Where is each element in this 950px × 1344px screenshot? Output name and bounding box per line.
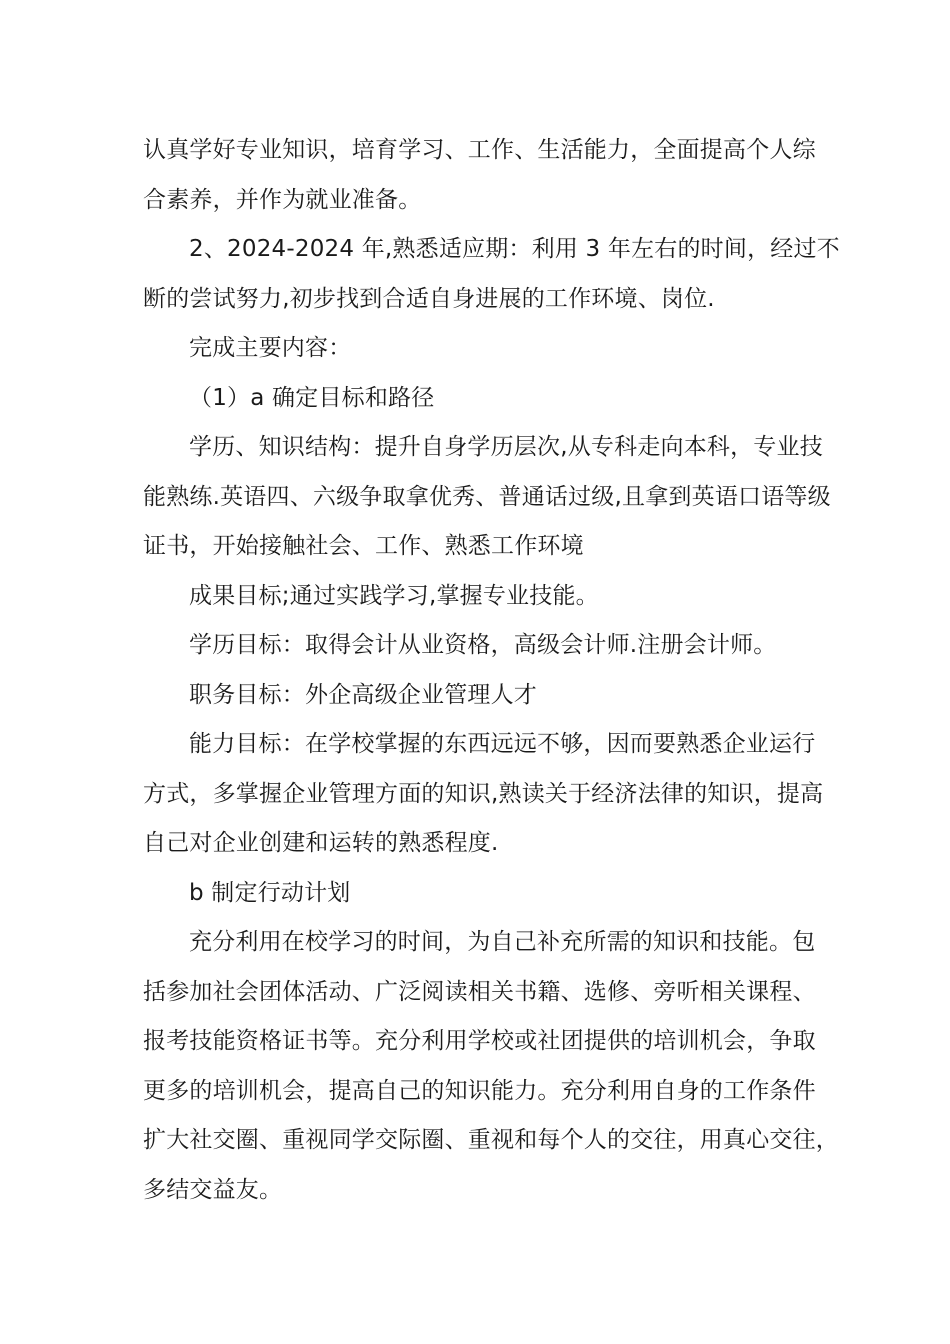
paragraph-ability-goal xyxy=(143,720,824,869)
text-line: 报考技能资格证书等。充分利用学校或社团提供的培训机会，争取 xyxy=(143,1028,816,1054)
text-line: b 制定行动计划 xyxy=(189,879,351,906)
text-line: 括参加社会团体活动、广泛阅读相关书籍、选修、旁听相关课程、 xyxy=(143,978,816,1005)
text-line: 更多的培训机会，提高自己的知识能力。充分利用自身的工作条件 xyxy=(143,1077,816,1104)
paragraph-position-goal xyxy=(143,671,809,721)
text-line: 2、2024-2024 年,熟悉适应期：利用 3 年左右的时间，经过不 xyxy=(189,236,840,262)
text-line: 认真学好专业知识，培育学习、工作、生活能力，全面提高个人综 xyxy=(143,137,816,163)
text-line: 扩大社交圈、重视同学交际圈、重视和每个人的交往，用真心交往， xyxy=(143,1127,839,1153)
paragraph-achievement-goal xyxy=(143,572,809,622)
paragraph-subheading-a xyxy=(143,374,809,424)
text-line: 能力目标：在学校掌握的东西远远不够，因而要熟悉企业运行 xyxy=(189,731,816,757)
paragraph-education-goal xyxy=(143,621,809,671)
paragraph-subheading-b xyxy=(143,869,809,919)
text-line: 证书，开始接触社会、工作、熟悉工作环境 xyxy=(143,533,584,559)
paragraph-phase-2 xyxy=(143,225,840,324)
document-body xyxy=(143,126,840,1215)
text-line: 充分利用在校学习的时间，为自己补充所需的知识和技能。包 xyxy=(189,929,816,955)
text-line: 合素养，并作为就业准备。 xyxy=(143,186,422,213)
text-line: 自己对企业创建和运转的熟悉程度. xyxy=(143,830,499,856)
text-line: 学历、知识结构：提升自身学历层次,从专科走向本科，专业技 xyxy=(189,434,823,460)
paragraph-main-content-heading xyxy=(143,324,809,374)
text-line: 完成主要内容： xyxy=(189,335,352,361)
text-line: （1）a 确定目标和路径 xyxy=(189,384,435,411)
text-line: 职务目标：外企高级企业管理人才 xyxy=(189,681,537,708)
text-line: 方式，多掌握企业管理方面的知识,熟读关于经济法律的知识，提高 xyxy=(143,780,824,807)
text-line: 多结交益友。 xyxy=(143,1176,283,1203)
paragraph-intro xyxy=(143,126,816,225)
text-line: 学历目标：取得会计从业资格，高级会计师.注册会计师。 xyxy=(189,632,777,658)
paragraph-action-plan xyxy=(143,918,839,1215)
paragraph-education-structure xyxy=(143,423,831,572)
text-line: 成果目标;通过实践学习,掌握专业技能。 xyxy=(189,582,599,609)
text-line: 断的尝试努力,初步找到合适自身进展的工作环境、岗位. xyxy=(143,285,715,312)
text-line: 能熟练.英语四、六级争取拿优秀、普通话过级,且拿到英语口语等级 xyxy=(143,483,831,510)
